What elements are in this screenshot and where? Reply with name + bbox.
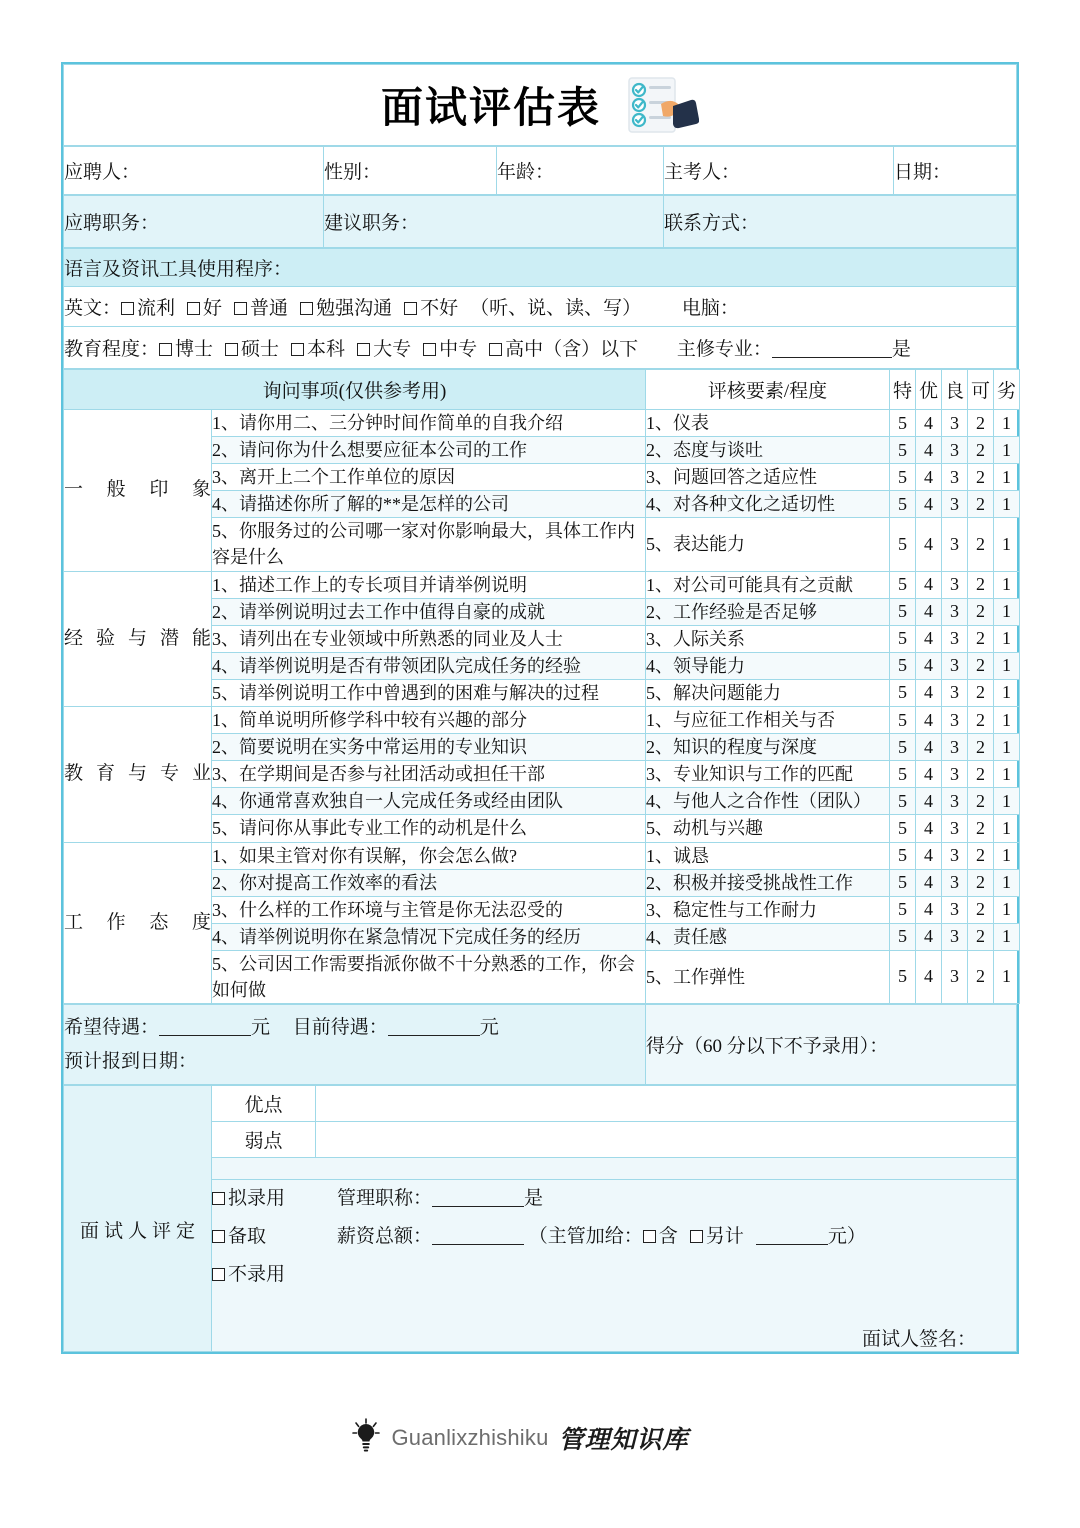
management-title-input[interactable] <box>432 1187 524 1207</box>
factor-text: 2、积极并接受挑战性工作 <box>646 869 890 896</box>
checkbox-icon[interactable] <box>291 343 304 356</box>
rating-score-4[interactable]: 4 <box>916 896 942 923</box>
assessment-row <box>64 707 1020 734</box>
rating-score-2[interactable]: 2 <box>968 707 994 734</box>
title-cell <box>64 65 1017 146</box>
header-rating-fair: 可 <box>968 370 994 410</box>
rating-score-1[interactable]: 1 <box>994 518 1020 571</box>
rating-score-5[interactable]: 5 <box>890 652 916 679</box>
question-text: 5、请问你从事此专业工作的动机是什么 <box>212 815 646 842</box>
rating-score-3[interactable]: 3 <box>942 896 968 923</box>
factor-text: 2、工作经验是否足够 <box>646 598 890 625</box>
field-date[interactable]: 日期： <box>894 147 1017 195</box>
question-text: 2、简要说明在实务中常运用的专业知识 <box>212 734 646 761</box>
factor-text: 1、对公司可能具有之贡献 <box>646 571 890 598</box>
rating-score-3[interactable]: 3 <box>942 652 968 679</box>
field-applicant-name[interactable]: 应聘人： <box>64 147 324 195</box>
rating-score-5[interactable]: 5 <box>890 734 916 761</box>
checkbox-icon[interactable] <box>212 1192 225 1205</box>
rating-score-2[interactable]: 2 <box>968 625 994 652</box>
rating-score-4[interactable]: 4 <box>916 571 942 598</box>
rating-score-3[interactable]: 3 <box>942 815 968 842</box>
rating-score-5[interactable]: 5 <box>890 491 916 518</box>
decision-option-waitlist[interactable]: 备取 <box>212 1218 285 1256</box>
language-education-table <box>63 248 1017 369</box>
rating-score-3[interactable]: 3 <box>942 464 968 491</box>
rating-score-1[interactable]: 1 <box>994 869 1020 896</box>
rating-score-2[interactable]: 2 <box>968 571 994 598</box>
rating-score-3[interactable]: 3 <box>942 571 968 598</box>
rating-score-3[interactable]: 3 <box>942 518 968 571</box>
question-text: 1、如果主管对你有误解，你会怎么做? <box>212 842 646 869</box>
checkbox-icon[interactable] <box>404 302 417 315</box>
applicant-info-table <box>63 146 1017 195</box>
question-text: 4、请描述你所了解的**是怎样的公司 <box>212 491 646 518</box>
checkbox-icon[interactable] <box>690 1230 703 1243</box>
rating-score-3[interactable]: 3 <box>942 950 968 1003</box>
rating-score-1[interactable]: 1 <box>994 788 1020 815</box>
rating-score-2[interactable]: 2 <box>968 842 994 869</box>
checkbox-icon[interactable] <box>212 1268 225 1281</box>
bonus-amount-input[interactable] <box>756 1225 828 1245</box>
factor-text: 3、人际关系 <box>646 625 890 652</box>
expected-pay-unit: 元 <box>251 1017 271 1039</box>
brand-name-en: Guanlixzhishiku <box>391 1424 549 1450</box>
question-text: 5、请举例说明工作中曾遇到的困难与解决的过程 <box>212 679 646 706</box>
checkbox-icon[interactable] <box>643 1230 656 1243</box>
rating-score-5[interactable]: 5 <box>890 437 916 464</box>
education-option-highschool[interactable]: 高中（含）以下 <box>489 334 638 361</box>
assessment-category-3: 教育与专业 <box>64 707 212 842</box>
major-input[interactable] <box>772 338 892 358</box>
checkbox-icon[interactable] <box>234 302 247 315</box>
rating-score-2[interactable]: 2 <box>968 518 994 571</box>
question-text: 3、请列出在专业领域中所熟悉的同业及人士 <box>212 625 646 652</box>
factor-text: 1、仪表 <box>646 410 890 437</box>
question-text: 3、什么样的工作环境与主管是你无法忍受的 <box>212 896 646 923</box>
rating-score-1[interactable]: 1 <box>994 625 1020 652</box>
question-text: 2、请举例说明过去工作中值得自豪的成就 <box>212 598 646 625</box>
checkbox-icon[interactable] <box>300 302 313 315</box>
header-rating-good: 良 <box>942 370 968 410</box>
rating-score-1[interactable]: 1 <box>994 761 1020 788</box>
education-option-bachelor[interactable]: 本科 <box>291 334 345 361</box>
rating-score-4[interactable]: 4 <box>916 761 942 788</box>
bonus-unit: 元） <box>827 1226 866 1248</box>
language-section-label: 语言及资讯工具使用程序： <box>64 249 1017 287</box>
rating-score-2[interactable]: 2 <box>968 491 994 518</box>
checkbox-icon[interactable] <box>225 343 238 356</box>
rating-score-5[interactable]: 5 <box>890 896 916 923</box>
rating-score-3[interactable]: 3 <box>942 625 968 652</box>
position-info-table <box>63 195 1017 248</box>
question-text: 5、你服务过的公司哪一家对你影响最大，具体工作内容是什么 <box>212 518 646 571</box>
assessment-row <box>64 571 1020 598</box>
evaluation-spacer <box>212 1158 1017 1180</box>
checkbox-icon[interactable] <box>121 302 134 315</box>
english-skills-note: （听、说、读、写） <box>470 298 642 319</box>
salary-total-row <box>337 1218 866 1256</box>
hiring-decision-group <box>212 1180 285 1294</box>
offer-details-group <box>337 1180 866 1294</box>
question-text: 2、你对提高工作效率的看法 <box>212 869 646 896</box>
rating-score-5[interactable]: 5 <box>890 815 916 842</box>
field-applied-position[interactable]: 应聘职务： <box>64 196 324 248</box>
factor-text: 5、工作弹性 <box>646 950 890 1003</box>
rating-score-2[interactable]: 2 <box>968 464 994 491</box>
rating-score-2[interactable]: 2 <box>968 896 994 923</box>
rating-score-4[interactable]: 4 <box>916 679 942 706</box>
checkbox-icon[interactable] <box>212 1230 225 1243</box>
rating-score-2[interactable]: 2 <box>968 410 994 437</box>
question-text: 1、请你用二、三分钟时间作简单的自我介绍 <box>212 410 646 437</box>
header-factors: 评核要素/程度 <box>646 370 890 410</box>
rating-score-1[interactable]: 1 <box>994 652 1020 679</box>
rating-score-3[interactable]: 3 <box>942 437 968 464</box>
computer-label[interactable]: 电脑： <box>681 298 739 319</box>
rating-score-3[interactable]: 3 <box>942 788 968 815</box>
field-suggested-position[interactable]: 建议职务： <box>324 196 664 248</box>
pros-label: 优点 <box>212 1086 316 1122</box>
lightbulb-icon <box>351 1418 381 1457</box>
factor-text: 4、对各种文化之适切性 <box>646 491 890 518</box>
rating-score-1[interactable]: 1 <box>994 437 1020 464</box>
checkbox-icon[interactable] <box>159 343 172 356</box>
rating-score-4[interactable]: 4 <box>916 734 942 761</box>
rating-score-1[interactable]: 1 <box>994 923 1020 950</box>
question-text: 1、描述工作上的专长项目并请举例说明 <box>212 571 646 598</box>
title-table <box>63 64 1017 146</box>
factor-text: 4、责任感 <box>646 923 890 950</box>
rating-score-2[interactable]: 2 <box>968 679 994 706</box>
field-age[interactable]: 年龄： <box>497 147 664 195</box>
brand-name-cn: 管理知识库 <box>558 1426 689 1454</box>
factor-text: 3、问题回答之适应性 <box>646 464 890 491</box>
footer-brand <box>0 1418 1080 1457</box>
factor-text: 3、专业知识与工作的匹配 <box>646 761 890 788</box>
rating-score-5[interactable]: 5 <box>890 842 916 869</box>
expected-pay-label: 希望待遇： <box>64 1017 160 1039</box>
form-frame <box>61 62 1019 1354</box>
management-title-row <box>337 1180 866 1218</box>
rating-score-5[interactable]: 5 <box>890 950 916 1003</box>
score-label: 得分（60 分以下不予录用）： <box>646 1036 889 1058</box>
question-text: 3、在学期间是否参与社团活动或担任干部 <box>212 761 646 788</box>
rating-score-4[interactable]: 4 <box>916 518 942 571</box>
education-level-row <box>64 327 1017 369</box>
field-gender[interactable]: 性别： <box>324 147 497 195</box>
rating-score-3[interactable]: 3 <box>942 923 968 950</box>
rating-score-5[interactable]: 5 <box>890 923 916 950</box>
cons-input[interactable] <box>316 1122 1017 1158</box>
factor-text: 5、表达能力 <box>646 518 890 571</box>
evaluation-category-cell <box>64 1086 212 1352</box>
rating-score-2[interactable]: 2 <box>968 437 994 464</box>
rating-score-5[interactable]: 5 <box>890 679 916 706</box>
bonus-prefix: （主管加给： <box>528 1226 643 1248</box>
checkbox-icon[interactable] <box>187 302 200 315</box>
education-option-college[interactable]: 大专 <box>357 334 411 361</box>
clipboard-checklist-icon <box>615 76 699 134</box>
assessment-row <box>64 842 1020 869</box>
question-text: 4、你通常喜欢独自一人完成任务或经由团队 <box>212 788 646 815</box>
major-label: 主修专业： <box>676 339 772 360</box>
decision-option-reject[interactable]: 不录用 <box>212 1256 285 1294</box>
header-questions: 询问事项(仅供参考用) <box>64 370 646 410</box>
score-cell[interactable] <box>646 1005 1017 1085</box>
rating-score-1[interactable]: 1 <box>994 950 1020 1003</box>
report-date-label[interactable]: 预计报到日期： <box>64 1050 198 1072</box>
rating-score-4[interactable]: 4 <box>916 410 942 437</box>
header-rating-poor: 劣 <box>994 370 1020 410</box>
current-pay-label: 目前待遇： <box>292 1017 388 1039</box>
rating-score-1[interactable]: 1 <box>994 815 1020 842</box>
english-option-poor[interactable]: 不好 <box>404 293 458 320</box>
rating-score-4[interactable]: 4 <box>916 950 942 1003</box>
checkbox-icon[interactable] <box>489 343 502 356</box>
factor-text: 2、知识的程度与深度 <box>646 734 890 761</box>
rating-score-5[interactable]: 5 <box>890 598 916 625</box>
english-option-good[interactable]: 好 <box>187 293 222 320</box>
rating-score-3[interactable]: 3 <box>942 842 968 869</box>
factor-text: 1、与应征工作相关与否 <box>646 707 890 734</box>
question-text: 3、离开上二个工作单位的原因 <box>212 464 646 491</box>
rating-score-1[interactable]: 1 <box>994 464 1020 491</box>
factor-text: 2、态度与谈吐 <box>646 437 890 464</box>
rating-score-1[interactable]: 1 <box>994 410 1020 437</box>
rating-score-3[interactable]: 3 <box>942 598 968 625</box>
rating-score-3[interactable]: 3 <box>942 734 968 761</box>
rating-score-2[interactable]: 2 <box>968 923 994 950</box>
header-rating-very-good: 优 <box>916 370 942 410</box>
assessment-header-row <box>64 370 1020 410</box>
rating-score-4[interactable]: 4 <box>916 437 942 464</box>
question-text: 5、公司因工作需要指派你做不十分熟悉的工作，你会如何做 <box>212 950 646 1003</box>
management-title-label: 管理职称： <box>337 1188 433 1210</box>
page-title: 面试评估表 <box>380 86 601 132</box>
english-option-barely[interactable]: 勉强沟通 <box>300 293 392 320</box>
rating-score-2[interactable]: 2 <box>968 869 994 896</box>
rating-score-1[interactable]: 1 <box>994 571 1020 598</box>
expected-pay-input[interactable] <box>159 1016 251 1036</box>
rating-score-4[interactable]: 4 <box>916 869 942 896</box>
rating-score-4[interactable]: 4 <box>916 652 942 679</box>
rating-score-5[interactable]: 5 <box>890 410 916 437</box>
rating-score-2[interactable]: 2 <box>968 761 994 788</box>
english-option-average[interactable]: 普通 <box>234 293 288 320</box>
rating-score-2[interactable]: 2 <box>968 734 994 761</box>
rating-score-3[interactable]: 3 <box>942 869 968 896</box>
pay-line <box>64 1011 645 1044</box>
header-rating-excellent: 特 <box>890 370 916 410</box>
rating-score-4[interactable]: 4 <box>916 923 942 950</box>
rating-score-5[interactable]: 5 <box>890 761 916 788</box>
rating-score-1[interactable]: 1 <box>994 679 1020 706</box>
factor-text: 4、与他人之合作性（团队） <box>646 788 890 815</box>
pros-input[interactable] <box>316 1086 1017 1122</box>
factor-text: 1、诚恳 <box>646 842 890 869</box>
checkbox-icon[interactable] <box>423 343 436 356</box>
rating-score-4[interactable]: 4 <box>916 707 942 734</box>
rating-score-4[interactable]: 4 <box>916 598 942 625</box>
rating-score-5[interactable]: 5 <box>890 464 916 491</box>
current-pay-input[interactable] <box>388 1016 480 1036</box>
factor-text: 5、解决问题能力 <box>646 679 890 706</box>
rating-score-5[interactable]: 5 <box>890 869 916 896</box>
rating-score-4[interactable]: 4 <box>916 491 942 518</box>
pay-score-table <box>63 1004 1017 1085</box>
assessment-category-2: 经验与潜能 <box>64 571 212 706</box>
rating-score-3[interactable]: 3 <box>942 761 968 788</box>
rating-score-4[interactable]: 4 <box>916 788 942 815</box>
assessment-category-4: 工作态度 <box>64 842 212 1004</box>
evaluation-category-label: 面试人评定 <box>80 1220 195 1242</box>
evaluation-table <box>63 1085 1017 1352</box>
evaluation-body-cell <box>212 1180 1017 1352</box>
rating-score-5[interactable]: 5 <box>890 707 916 734</box>
question-text: 1、简单说明所修学科中较有兴趣的部分 <box>212 707 646 734</box>
factor-text: 3、稳定性与工作耐力 <box>646 896 890 923</box>
cons-label: 弱点 <box>212 1122 316 1158</box>
rating-score-3[interactable]: 3 <box>942 679 968 706</box>
field-examiner[interactable]: 主考人： <box>664 147 894 195</box>
rating-score-1[interactable]: 1 <box>994 707 1020 734</box>
assessment-category-1: 一般印象 <box>64 410 212 572</box>
rating-score-2[interactable]: 2 <box>968 652 994 679</box>
rating-score-3[interactable]: 3 <box>942 410 968 437</box>
assessment-table <box>63 369 1020 1004</box>
rating-score-5[interactable]: 5 <box>890 625 916 652</box>
current-pay-unit: 元 <box>479 1017 499 1039</box>
rating-score-5[interactable]: 5 <box>890 788 916 815</box>
factor-text: 4、领导能力 <box>646 652 890 679</box>
bonus-option-included[interactable]: 含 <box>643 1218 678 1256</box>
english-label: 英文： <box>64 298 122 319</box>
management-title-suffix: 是 <box>524 1188 544 1210</box>
question-text: 2、请问你为什么想要应征本公司的工作 <box>212 437 646 464</box>
question-text: 4、请举例说明你在紧急情况下完成任务的经历 <box>212 923 646 950</box>
education-label: 教育程度： <box>64 339 160 360</box>
bonus-option-extra[interactable]: 另计 <box>690 1218 744 1256</box>
rating-score-4[interactable]: 4 <box>916 842 942 869</box>
major-suffix: 是 <box>891 339 911 360</box>
rating-score-2[interactable]: 2 <box>968 788 994 815</box>
rating-score-1[interactable]: 1 <box>994 896 1020 923</box>
education-option-doctor[interactable]: 博士 <box>159 334 213 361</box>
rating-score-1[interactable]: 1 <box>994 842 1020 869</box>
education-option-master[interactable]: 硕士 <box>225 334 279 361</box>
rating-score-1[interactable]: 1 <box>994 491 1020 518</box>
rating-score-4[interactable]: 4 <box>916 625 942 652</box>
rating-score-2[interactable]: 2 <box>968 598 994 625</box>
rating-score-1[interactable]: 1 <box>994 598 1020 625</box>
rating-score-3[interactable]: 3 <box>942 707 968 734</box>
rating-score-1[interactable]: 1 <box>994 734 1020 761</box>
english-option-fluent[interactable]: 流利 <box>121 293 175 320</box>
education-option-vocational[interactable]: 中专 <box>423 334 477 361</box>
field-contact[interactable]: 联系方式： <box>664 196 1017 248</box>
rating-score-4[interactable]: 4 <box>916 464 942 491</box>
rating-score-4[interactable]: 4 <box>916 815 942 842</box>
assessment-row <box>64 410 1020 437</box>
rating-score-3[interactable]: 3 <box>942 491 968 518</box>
rating-score-2[interactable]: 2 <box>968 815 994 842</box>
rating-score-5[interactable]: 5 <box>890 518 916 571</box>
factor-text: 5、动机与兴趣 <box>646 815 890 842</box>
rating-score-2[interactable]: 2 <box>968 950 994 1003</box>
decision-option-hire[interactable]: 拟录用 <box>212 1180 285 1218</box>
salary-total-input[interactable] <box>432 1225 524 1245</box>
pay-expectations-cell <box>64 1005 646 1085</box>
rating-score-5[interactable]: 5 <box>890 571 916 598</box>
interviewer-signature-label[interactable]: 面试人签名： <box>861 1329 976 1351</box>
english-level-row <box>64 287 1017 327</box>
salary-total-label: 薪资总额： <box>337 1226 433 1248</box>
checkbox-icon[interactable] <box>357 343 370 356</box>
question-text: 4、请举例说明是否有带领团队完成任务的经验 <box>212 652 646 679</box>
